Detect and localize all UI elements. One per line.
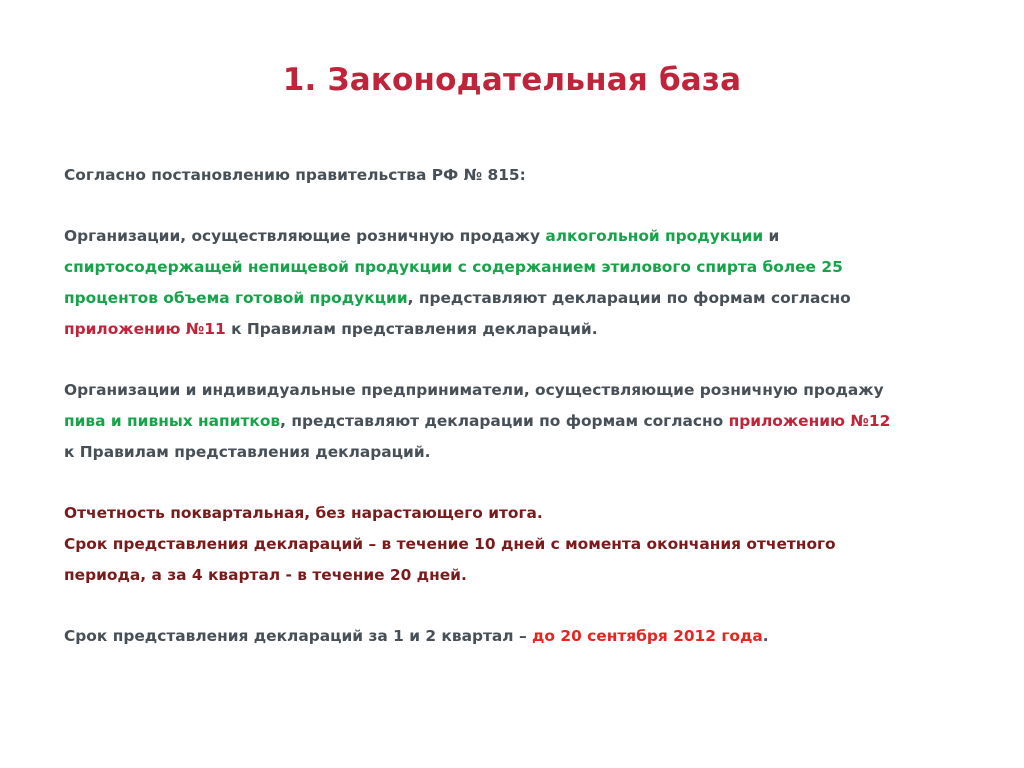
reporting-line-1: Отчетность поквартальная, без нарастающего итога.: [64, 504, 543, 522]
highlight-beer: пива и пивных напитков: [64, 412, 281, 430]
highlight-spirit-products: спиртосодержащей непищевой продукции с содержанием этилового спирта более 25: [64, 258, 843, 276]
reporting-line-3: периода, а за 4 квартал - в течение 20 дней.: [64, 566, 467, 584]
intro-line: Согласно постановлению правительства РФ № 815:: [64, 166, 526, 184]
slide-body: [64, 160, 974, 652]
paragraph-reporting: [64, 498, 974, 591]
annex-12-ref: приложению №12: [728, 412, 891, 430]
annex-11-ref: приложению №11: [64, 320, 226, 338]
slide-title: 1. Законодательная база: [282, 62, 742, 98]
highlight-alcohol: алкогольной продукции: [545, 227, 764, 245]
highlight-volume: процентов объема готовой продукции: [64, 289, 408, 307]
paragraph-alcohol: Организации, осуществляющие розничную продажу алкогольной продукции и спиртосодержащей непищевой продукции с содержанием этилового спирта более 25 процентов объема готовой продукции, представляют декларации по формам согласно приложению №11 к Правилам представления деклараций.: [64, 227, 851, 338]
deadline-date: до 20 сентября 2012 года: [532, 627, 763, 645]
paragraph-beer: Организации и индивидуальные предприниматели, осуществляющие розничную продажу пива и пивных напитков, представляют декларации по формам согласно приложению №12 к Правилам представления деклараций.: [64, 381, 891, 461]
paragraph-deadline: Срок представления деклараций за 1 и 2 квартал – до 20 сентября 2012 года.: [64, 627, 769, 645]
reporting-line-2: Срок представления деклараций – в течение 10 дней с момента окончания отчетного: [64, 535, 836, 553]
